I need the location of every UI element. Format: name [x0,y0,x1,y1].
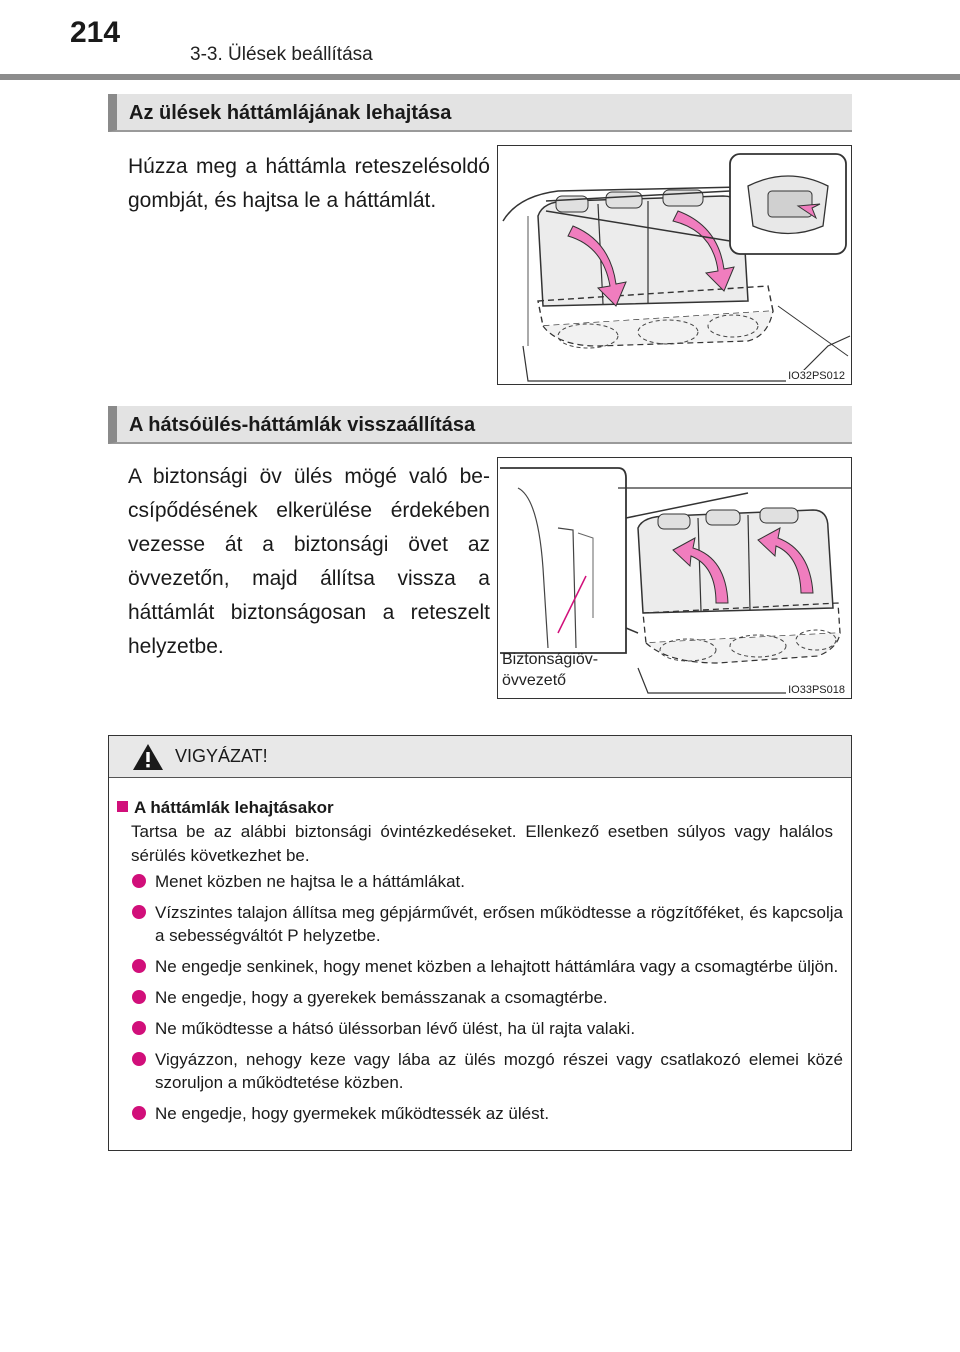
page-number: 214 [70,16,121,49]
restore-instructions: A biztonsági öv ülés mögé való becsípődésének elkerülése érdekében vezesse át a biztonsági övet az övvezetőn, majd állítsa vissza a háttámlát biztonságosan a reteszelt helyzetbe. [128,465,490,658]
list-item: Ne engedje, hogy a gyerekek bemásszanak a csomagtérbe. [131,986,843,1009]
figure-code-restore: IO33PS018 [788,684,845,696]
fold-instructions: Húzza meg a háttámla reteszelésoldó gombját, és hajtsa le a háttámlát. [128,155,490,212]
figure-fold-seatback [497,145,852,385]
figure-code-fold: IO32PS012 [788,370,845,382]
list-item: Ne működtesse a hátsó üléssorban lévő ülést, ha ül rajta valaki. [131,1017,843,1040]
circle-bullet-icon [132,874,146,888]
warning-list [131,870,843,1133]
circle-bullet-icon [132,959,146,973]
warning-intro: Tartsa be az alábbi biztonsági óvintézkedéseket. Ellenkező esetben súlyos vagy halálos sérülés következhet be. [131,822,833,865]
list-item: Menet közben ne hajtsa le a háttámlákat. [131,870,843,893]
square-bullet-icon [117,801,128,812]
warning-subheading-text: A háttámlák lehajtásakor [134,798,334,817]
warning-triangle-icon [131,742,165,777]
circle-bullet-icon [132,1106,146,1120]
header-rule [0,74,960,80]
list-item: Vigyázzon, nehogy keze vagy lába az ülés mozgó részei vagy csatlakozó elemei közé szoruljon a működtetése közben. [131,1048,843,1094]
warning-subheading [117,798,334,818]
warning-box [108,735,852,1151]
list-item: Ne engedje, hogy gyermekek működtessék az ülést. [131,1102,843,1125]
section-heading-fold [108,94,852,132]
circle-bullet-icon [132,905,146,919]
warning-header [109,736,851,778]
section-heading-restore-text: A hátsóülés-háttámlák visszaállítása [129,414,476,436]
section-heading-restore [108,406,852,444]
circle-bullet-icon [132,1021,146,1035]
seat-fold-illustration [498,146,852,385]
warning-title: VIGYÁZAT! [175,746,268,766]
list-item: Ne engedje senkinek, hogy menet közben a lehajtott háttámlára vagy a csomagtérbe üljön. [131,955,843,978]
list-item: Vízszintes talajon állítsa meg gépjárművét, erősen működtesse a rögzítőféket, és kapcsolja a sebességváltót P helyzetbe. [131,901,843,947]
chapter-title: 3-3. Ülések beállítása [190,44,373,65]
section-heading-fold-text: Az ülések háttámlájának lehajtása [129,102,452,124]
circle-bullet-icon [132,1052,146,1066]
circle-bullet-icon [132,990,146,1004]
figure-restore-seatback [497,457,852,699]
figure-label-belt-guide-line1: Biztonságiöv- [502,651,599,668]
figure-label-belt-guide-line2: övvezető [502,672,567,689]
